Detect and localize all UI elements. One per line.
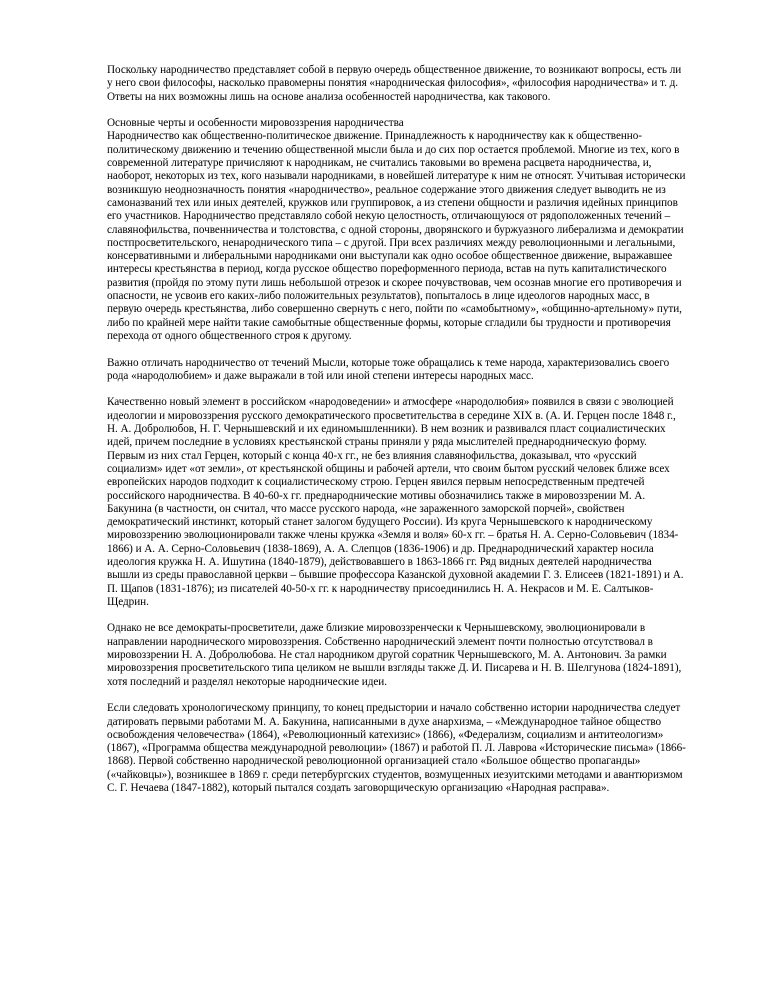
paragraph-distinction: Важно отличать народничество от течений Мысли, которые тоже обращались к теме народа, характеризовались своего рода «народолюбием» и даже выражали в той или иной степени интересы народных масс. xyxy=(107,356,670,382)
paragraph-chronology: Если следовать хронологическому принципу, то конец предыстории и начало собственно истории народничества следует датировать первыми работами М. А. Бакунина, написанными в духе анархизма, – «Международное тайное общество освобождения человечества» (1864), «Революционный катехизис» (1866), «Федерализм, социализм и антитеологизм» (1867), «Программа общества международной революции» (1867) и работой П. Л. Лаврова «Исторические письма» (1866- 1868). Первой собственно народнической революционной организацией стало «Большое общество пропаганды» («чайковцы»), возникшее в 1869 г. среди петербургских студентов, возмущенных иезуитскими методами и авантюризмом С. Г. Нечаева (1847-1882), который пытался создать заговорщическую организацию «Народная расправа». xyxy=(107,702,686,795)
paragraph-democrats: Однако не все демократы-просветители, даже близкие мировоззренчески к Чернышевскому, эволюционировали в направлении народнического мировоззрения. Собственно народнический элемент почти полностью отсутствовал в мировоззрении Н. А. Добролюбова. Не стал народником другой соратник Чернышевского, М. А. Антонович. За рамки мировоззрения просветительского типа целиком не вышли взгляды также Д. И. Писарева и Н. В. Шелгунова (1824-1891), хотя последний и разделял некоторые народнические идеи. xyxy=(107,622,682,688)
section-heading: Основные черты и особенности мировоззрения народничества xyxy=(107,117,404,130)
paragraph-intro: Поскольку народничество представляет собой в первую очередь общественное движение, то возникают вопросы, есть ли у него свои философы, насколько правомерны понятия «народническая философия», «философия народничества» и т. д. Ответы на них возможны лишь на основе анализа особенностей народничества, как такового. xyxy=(107,64,682,103)
paragraph-new-element: Качественно новый элемент в российском «народоведении» и атмосфере «народолюбия» появился в связи с эволюцией идеологии и мировоззрения русского демократического просветительства в середине XIX в. (А. И. Герцен после 1848 г., Н. А. Добролюбов, Н. Г. Чернышевский и их единомышленники). В нем возник и развивался пласт социалистических идей, причем последние в условиях крестьянской страны приняли у ряда мыслителей преднародническую форму. Первым из них стал Герцен, который с конца 40-х гг., не без влияния славянофильства, доказывал, что «русский социализм» идет «от земли», от крестьянской общины и рабочей артели, что своим бытом русский человек ближе всех европейских народов подходит к социалистическому строю. Герцен явился первым непосредственным предтечей российского народничества. В 40-60-х гг. преднароднические мотивы обозначились также в мировоззрении М. А. Бакунина (в частности, он считал, что массе русского народа, «не зараженного заморской порчей», свойствен демократический инстинкт, который станет залогом будущего России). Из круга Чернышевского к народническому мировоззрению эволюционировали также члены кружка «Земля и воля» 60-х гг. – братья Н. А. Серно-Соловьевич (1834- 1866) и А. А. Серно-Соловьевич (1838-1869), А. А. Слепцов (1836-1906) и др. Преднароднический характер носила идеология кружка Н. А. Ишутина (1840-1879), действовавшего в 1863-1866 гг. Ряд видных деятелей народничества вышли из среды православной церкви – бывшие профессора Казанской духовной академии Г. З. Елисеев (1821-1891) и А. П. Щапов (1831-1876); из писателей 40-50-х гг. к народничеству присоединились Н. А. Некрасов и М. Е. Салтыков-Щедрин. xyxy=(107,396,684,608)
paragraph-movement: Народничество как общественно-политическое движение. Принадлежность к народничеству как к общественно-политическому движению и течению общественной мысли была и до сих пор остается проблемой. Многие из тех, кого в современной литературе причисляют к народникам, не считались таковыми во времена расцвета народничества, и, наоборот, некоторых из тех, кого называли народниками, в новейшей литературе к ним не относят. Учитывая исторически возникшую неоднозначность понятия «народничество», реальное содержание этого движения следует выводить не из самоназваний тех или иных деятелей, кружков или группировок, а из степени общности и различия идейных принципов его участников. Народничество представляло собой некую целостность, отличающуюся от рядоположенных течений – славянофильства, почвенничества и толстовства, с одной стороны, дворянского и буржуазного либерализма и демократии постпросветительского, ненароднического типа – с другой. При всех различиях между революционными и легальными, консервативными и либеральными народниками они выступали как одно особое общественное движение, выражавшее интересы крестьянства в период, когда русское общество пореформенного периода, встав на путь капиталистического развития (пройдя по этому пути лишь небольшой отрезок и скорее почувствовав, чем осознав многие его противоречия и опасности, не усвоив его каких-либо положительных результатов), попыталось в лице идеологов народных масс, в первую очередь крестьянства, либо совершенно свернуть с него, пойти по «самобытному», «общинно-артельному» пути, либо по крайней мере найти такие самобытные общественные формы, которые сгладили бы трудности и противоречия перехода от одного общественного строя к другому. xyxy=(107,130,686,342)
document-page xyxy=(107,64,687,809)
